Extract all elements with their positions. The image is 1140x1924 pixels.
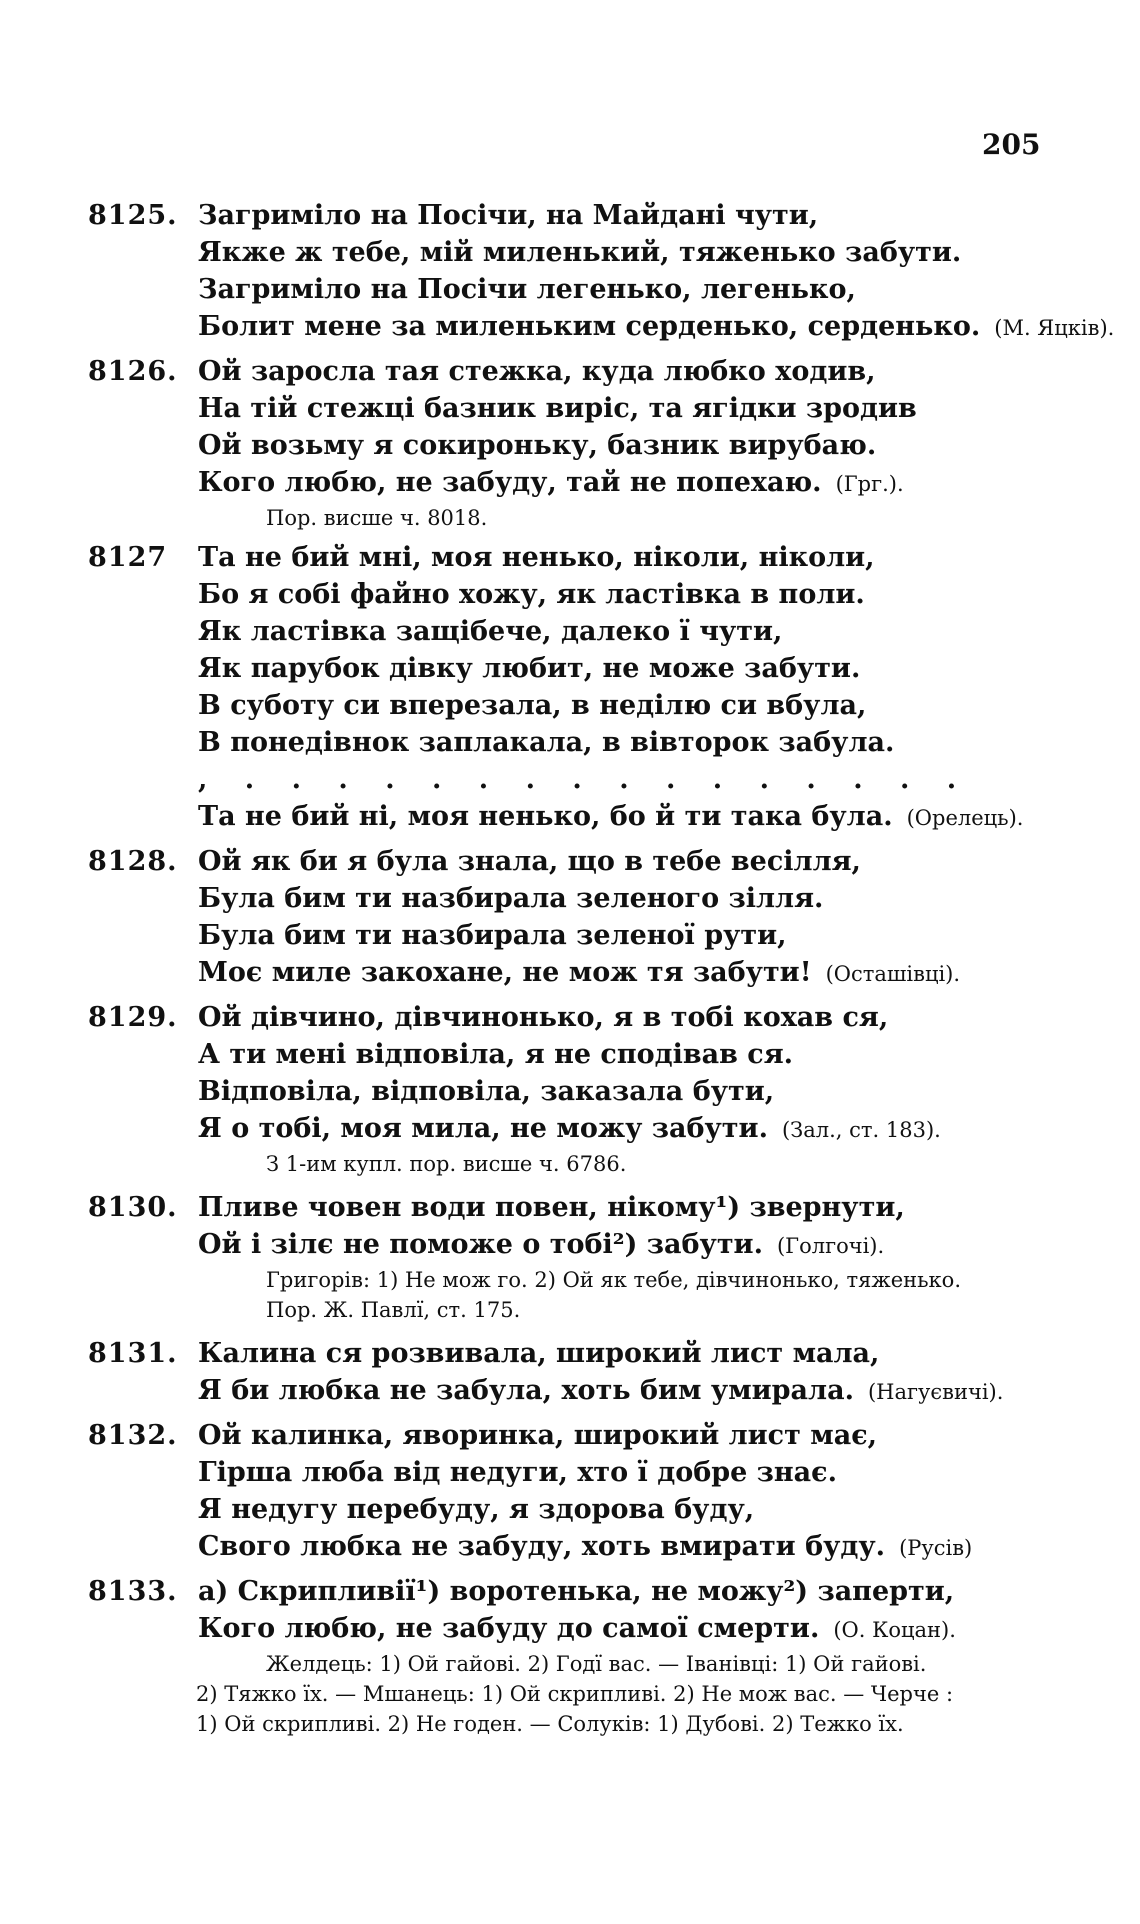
verse-line: Бо я собі файно хожу, як ластівка в поли. bbox=[198, 579, 865, 610]
source-attribution: (Зал., ст. 183). bbox=[781, 1118, 941, 1142]
verse-line: а) Скрипливії¹) воротенька, не можу²) заперти, bbox=[198, 1576, 955, 1607]
cross-reference-note: Пор. Ж. Павлї, ст. 175. bbox=[266, 1298, 521, 1322]
verse-line: Як парубок дівку любит, не може забути. bbox=[198, 653, 861, 684]
verse-line: Ой возьму я сокироньку, базник вирубаю. bbox=[198, 430, 877, 461]
verse-line: Моє миле закохане, не мож тя забути! bbox=[198, 957, 812, 988]
page-number: 205 bbox=[982, 128, 1041, 161]
entry-number: 8129. bbox=[88, 1002, 178, 1033]
variant-note: Желдець: 1) Ой гайові. 2) Годї вас. — Іванівці: 1) Ой гайові. bbox=[266, 1652, 927, 1676]
verse-line: Болит мене за миленьким серденько, серденько. bbox=[198, 311, 981, 342]
entry-number: 8128. bbox=[88, 846, 178, 877]
entry-number: 8125. bbox=[88, 200, 178, 231]
verse-line: Кого любю, не забуду, тай не попехаю. bbox=[198, 467, 822, 498]
verse-line: Була бим ти назбирала зеленої рути, bbox=[198, 920, 787, 951]
source-attribution: (М. Яцків). bbox=[994, 316, 1115, 340]
verse-line: На тій стежці базник виріс, та ягідки зродив bbox=[198, 393, 917, 424]
verse-line: Ой заросла тая стежка, куда любко ходив, bbox=[198, 356, 876, 387]
verse-line: Та не бий мні, моя ненько, ніколи, ніколи, bbox=[198, 542, 875, 573]
verse-line: Ой калинка, яворинка, широкий лист має, bbox=[198, 1420, 878, 1451]
verse-line: Я би любка не забула, хоть бим умирала. bbox=[198, 1375, 854, 1406]
entry-number: 8126. bbox=[88, 356, 178, 387]
verse-line: Ой дівчино, дівчинонько, я в тобі кохав ся, bbox=[198, 1002, 889, 1033]
verse-line: Та не бий ні, моя ненько, бо й ти така була. bbox=[198, 801, 893, 832]
source-attribution: (Русів) bbox=[899, 1536, 973, 1560]
verse-line: Гірша люба від недуги, хто ї добре знає. bbox=[198, 1457, 838, 1488]
entry-number: 8130. bbox=[88, 1192, 178, 1223]
verse-line: А ти мені відповіла, я не сподівав ся. bbox=[198, 1039, 794, 1070]
entry-8129 bbox=[0, 999, 1140, 1179]
entry-8125 bbox=[0, 197, 1140, 347]
song-entries bbox=[0, 197, 1140, 1745]
verse-line: Загриміло на Посічи, на Майдані чути, bbox=[198, 200, 819, 231]
variant-note: 1) Ой скрипливі. 2) Не годен. — Солуків: 1) Дубові. 2) Тежко їх. bbox=[196, 1712, 904, 1736]
verse-line: Як ластівка защібече, далеко ї чути, bbox=[198, 616, 783, 647]
verse-line: В понедівнок заплакала, в вівторок забула. bbox=[198, 727, 895, 758]
entry-8132 bbox=[0, 1417, 1140, 1567]
cross-reference-note: Пор. висше ч. 8018. bbox=[266, 506, 488, 530]
omission-dots: , . . . . . . . . . . . . . . . . bbox=[198, 764, 971, 795]
verse-line: Я недугу перебуду, я здорова буду, bbox=[198, 1494, 755, 1525]
entry-8128 bbox=[0, 843, 1140, 993]
source-attribution: (О. Коцан). bbox=[833, 1618, 956, 1642]
cross-reference-note: З 1-им купл. пор. висше ч. 6786. bbox=[266, 1152, 627, 1176]
verse-line: Свого любка не забуду, хоть вмирати буду. bbox=[198, 1531, 886, 1562]
source-attribution: (Нагуєвичі). bbox=[867, 1380, 1004, 1404]
source-attribution: (Голгочі). bbox=[776, 1234, 885, 1258]
source-attribution: (Осташівці). bbox=[825, 962, 961, 986]
verse-line: Була бим ти назбирала зеленого зілля. bbox=[198, 883, 824, 914]
verse-line: Якже ж тебе, мій миленький, тяженько забути. bbox=[198, 237, 962, 268]
entry-number: 8131. bbox=[88, 1338, 178, 1369]
entry-number: 8127 bbox=[88, 542, 168, 573]
entry-number: 8132. bbox=[88, 1420, 178, 1451]
variant-note: 2) Тяжко їх. — Мшанець: 1) Ой скрипливі. 2) Не мож вас. — Черче : bbox=[196, 1682, 954, 1706]
variant-note: Григорів: 1) Не мож го. 2) Ой як тебе, дівчинонько, тяженько. bbox=[266, 1268, 961, 1292]
entry-8133 bbox=[0, 1573, 1140, 1739]
entry-8127 bbox=[0, 539, 1140, 837]
verse-line: Пливе човен води повен, нікому¹) звернути, bbox=[198, 1192, 905, 1223]
verse-line: Ой як би я була знала, що в тебе весілля, bbox=[198, 846, 861, 877]
verse-line: Загриміло на Посічи легенько, легенько, bbox=[198, 274, 856, 305]
entry-8126 bbox=[0, 353, 1140, 533]
verse-line: Калина ся розвивала, широкий лист мала, bbox=[198, 1338, 880, 1369]
verse-line: Відповіла, відповіла, заказала бути, bbox=[198, 1076, 775, 1107]
source-attribution: (Грг.). bbox=[835, 472, 904, 496]
entry-8131 bbox=[0, 1335, 1140, 1411]
verse-line: Кого любю, не забуду до самої смерти. bbox=[198, 1613, 820, 1644]
verse-line: Я о тобі, моя мила, не можу забути. bbox=[198, 1113, 768, 1144]
entry-8130 bbox=[0, 1189, 1140, 1325]
verse-line: Ой і зілє не поможе о тобі²) забути. bbox=[198, 1229, 763, 1260]
source-attribution: (Орелець). bbox=[906, 806, 1024, 830]
verse-line: В суботу си вперезала, в неділю си вбула, bbox=[198, 690, 867, 721]
entry-number: 8133. bbox=[88, 1576, 178, 1607]
